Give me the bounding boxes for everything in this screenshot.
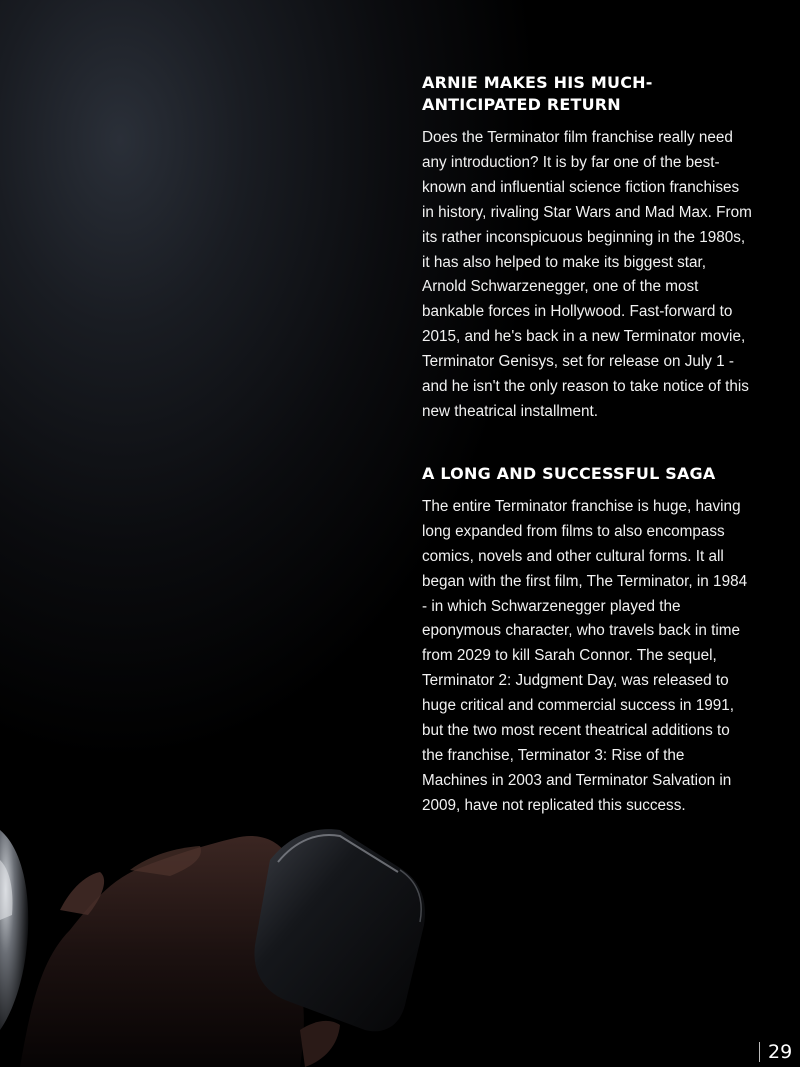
folio-divider [759, 1042, 760, 1062]
page-number: 29 [768, 1041, 793, 1063]
section-paragraph: Does the Terminator film franchise really need any introduction? It is by far one of the best-known and influential science fiction franchises in history, rivaling Star Wars and Mad Max. From its rather inconspicuous beginning in the 1980s, it has also helped to make its biggest star, Arnold Schwarzenegger, one of the most bankable forces in Hollywood. Fast-forward to 2015, and he's back in a new Terminator movie, Terminator Genisys, set for release on July 1 - and he isn't the only reason to take notice of this new theatrical installment. [422, 129, 752, 420]
article-section-return [422, 72, 752, 425]
article-section-saga [422, 463, 752, 819]
article-column [422, 72, 752, 819]
section-paragraph: The entire Terminator franchise is huge, having long expanded from films to also encompass comics, novels and other cultural forms. It all began with the first film, The Terminator, in 1984 - in which Schwarzenegger played the eponymous character, who travels back in time from 2029 to kill Sarah Connor. The sequel, Terminator 2: Judgment Day, was released to huge critical and commercial success in 1991, but the two most recent theatrical additions to the franchise, Terminator 3: Rise of the Machines in 2003 and Terminator Salvation in 2009, have not replicated this success. [422, 497, 748, 814]
section-heading: ARNIE MAKES HIS MUCH-ANTICIPATED RETURN [422, 73, 653, 114]
section-heading: A LONG AND SUCCESSFUL SAGA [422, 463, 716, 483]
page-folio [759, 1041, 792, 1063]
sleeve-shape [0, 830, 28, 1030]
